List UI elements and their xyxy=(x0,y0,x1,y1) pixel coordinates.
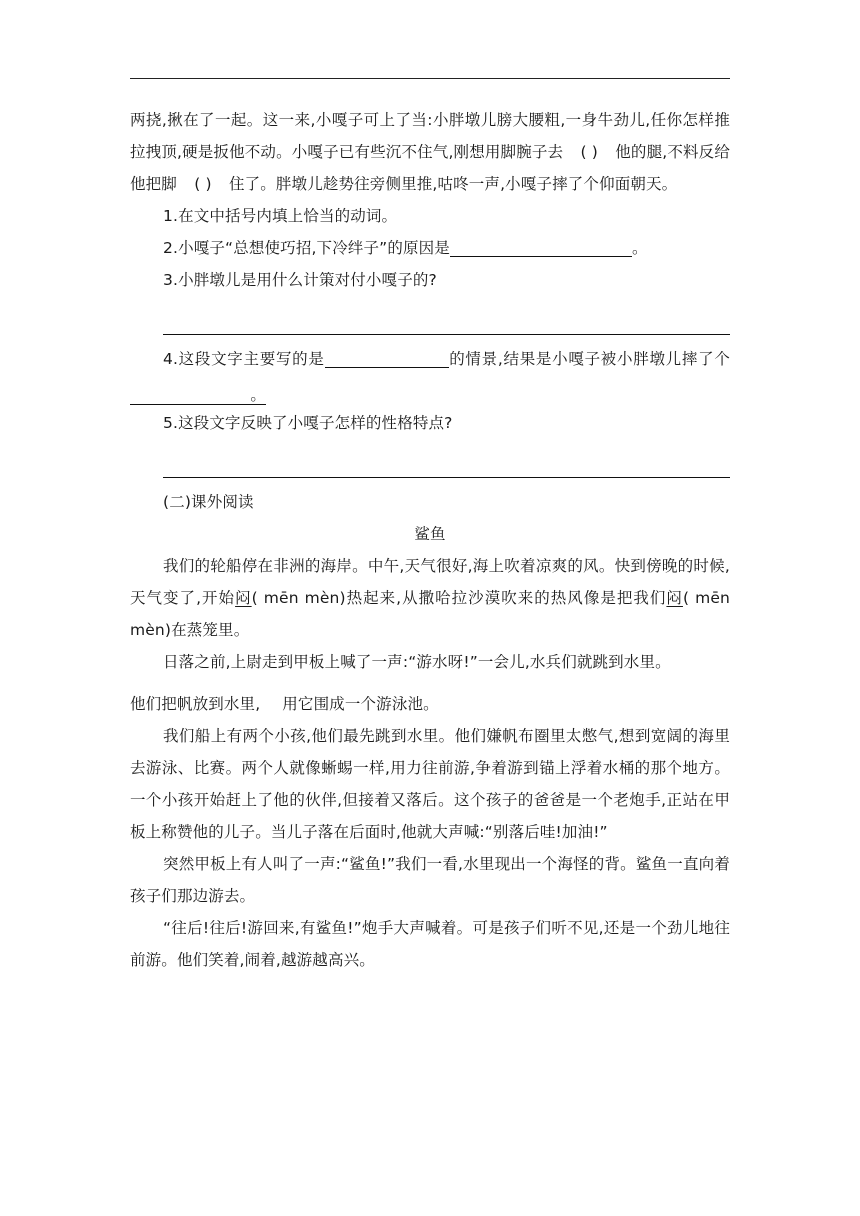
question-4-text-a: 4.这段文字主要写的是 xyxy=(163,350,325,368)
question-2 xyxy=(130,232,730,264)
question-4 xyxy=(130,343,730,407)
answer-line-q3[interactable] xyxy=(163,296,730,335)
pinyin-choice-2[interactable]: ( mēn mèn) xyxy=(130,589,731,639)
passage-line-3b: 住了。胖墩儿趁势往旁侧里推,咕咚一声,小嘎子摔了个 xyxy=(228,175,600,193)
answer-line-q5[interactable] xyxy=(163,439,730,478)
question-4-text-b: 的情景,结果是小嘎子被小胖墩儿摔 xyxy=(448,350,699,368)
paragraph-3-text-a: 他们把帆放到水里, xyxy=(130,695,261,713)
passage-line-3a: 腿,不料反给他把脚 xyxy=(130,143,730,193)
passage-line-2a: 怎样推拉拽顶,硬是扳他不动。小嘎子已有些沉不住气,刚想用脚腕子去 xyxy=(130,111,730,161)
fill-paren-2[interactable]: ( ) xyxy=(194,175,212,193)
answer-blank-q4b[interactable] xyxy=(130,386,266,405)
passage-line-4: 仰面朝天。 xyxy=(599,175,678,193)
passage-line-1: 两挠,揪在了一起。这一来,小嘎子可上了当:小胖墩儿膀大腰粗,一身牛劲儿,任你 xyxy=(130,111,683,129)
article-paragraph-4: 我们船上有两个小孩,他们最先跳到水里。他们嫌帆布圈里太憋气,想到宽阔的海里去游泳、比赛。两个人就像蜥蜴一样,用力往前游,争着游到锚上浮着水桶的那个地方。一个小孩开始赶上了他的伙伴,但接着又落后。这个孩子的爸爸是一个老炮手,正站在甲板上称赞他的儿子。当儿子落在后面时,他就大声喊:“别落后哇!加油!” xyxy=(130,727,730,841)
article-paragraph-6: “往后!往后!游回来,有鲨鱼!”炮手大声喊着。可是孩子们听不见,还是一个劲儿地往前游。他们笑着,闹着,越游越高兴。 xyxy=(130,919,730,969)
question-2-end: 。 xyxy=(631,239,648,257)
underlined-char-men-2: 闷 xyxy=(666,589,683,607)
article-title: 鲨鱼 xyxy=(414,525,446,543)
answer-blank-q4a[interactable] xyxy=(325,349,449,368)
question-2-text: 2.小嘎子“总想使巧招,下冷绊子”的原因是 xyxy=(163,239,450,257)
header-rule xyxy=(130,78,730,79)
question-5: 5.这段文字反映了小嘎子怎样的性格特点? xyxy=(163,414,453,432)
fill-paren-1[interactable]: ( ) xyxy=(580,143,598,161)
article-paragraph-5: 突然甲板上有人叫了一声:“鲨鱼!”我们一看,水里现出一个海怪的背。鲨鱼一直向着孩子们那边游去。 xyxy=(130,855,730,905)
paragraph-1-text-b: 热起来,从撒哈拉沙漠吹来的热风像是把我们 xyxy=(345,589,667,607)
answer-blank-q2[interactable] xyxy=(450,238,632,257)
question-3: 3.小胖墩儿是用什么计策对付小嘎子的? xyxy=(163,271,437,289)
pinyin-choice-1[interactable]: ( mēn mèn) xyxy=(251,589,346,607)
article-paragraph-1 xyxy=(130,550,730,646)
article-paragraph-3 xyxy=(130,688,730,720)
page-content xyxy=(130,104,730,976)
paragraph-1-text-a: 我们的轮船停在非洲的海岸。中午,天气很好,海上吹着凉爽的风。快到傍晚的时候,天气变了,开始 xyxy=(130,557,730,607)
article-paragraph-2: 日落之前,上尉走到甲板上喊了一声:“游水呀!”一会儿,水兵们就跳到水里。 xyxy=(163,653,671,671)
question-4-text-c: 了个 xyxy=(698,350,730,368)
question-1: 1.在文中括号内填上恰当的动词。 xyxy=(163,207,398,225)
passage-line-2b: 他的 xyxy=(615,143,647,161)
paragraph-1-text-c: 在蒸笼里。 xyxy=(171,621,250,639)
underlined-char-men-1: 闷 xyxy=(235,589,252,607)
passage-continuation xyxy=(130,104,730,200)
paragraph-3-text-b: 用它围成一个游泳池。 xyxy=(282,695,439,713)
section-heading: (二)课外阅读 xyxy=(163,493,254,511)
question-4-text-d: 。 xyxy=(250,386,266,404)
